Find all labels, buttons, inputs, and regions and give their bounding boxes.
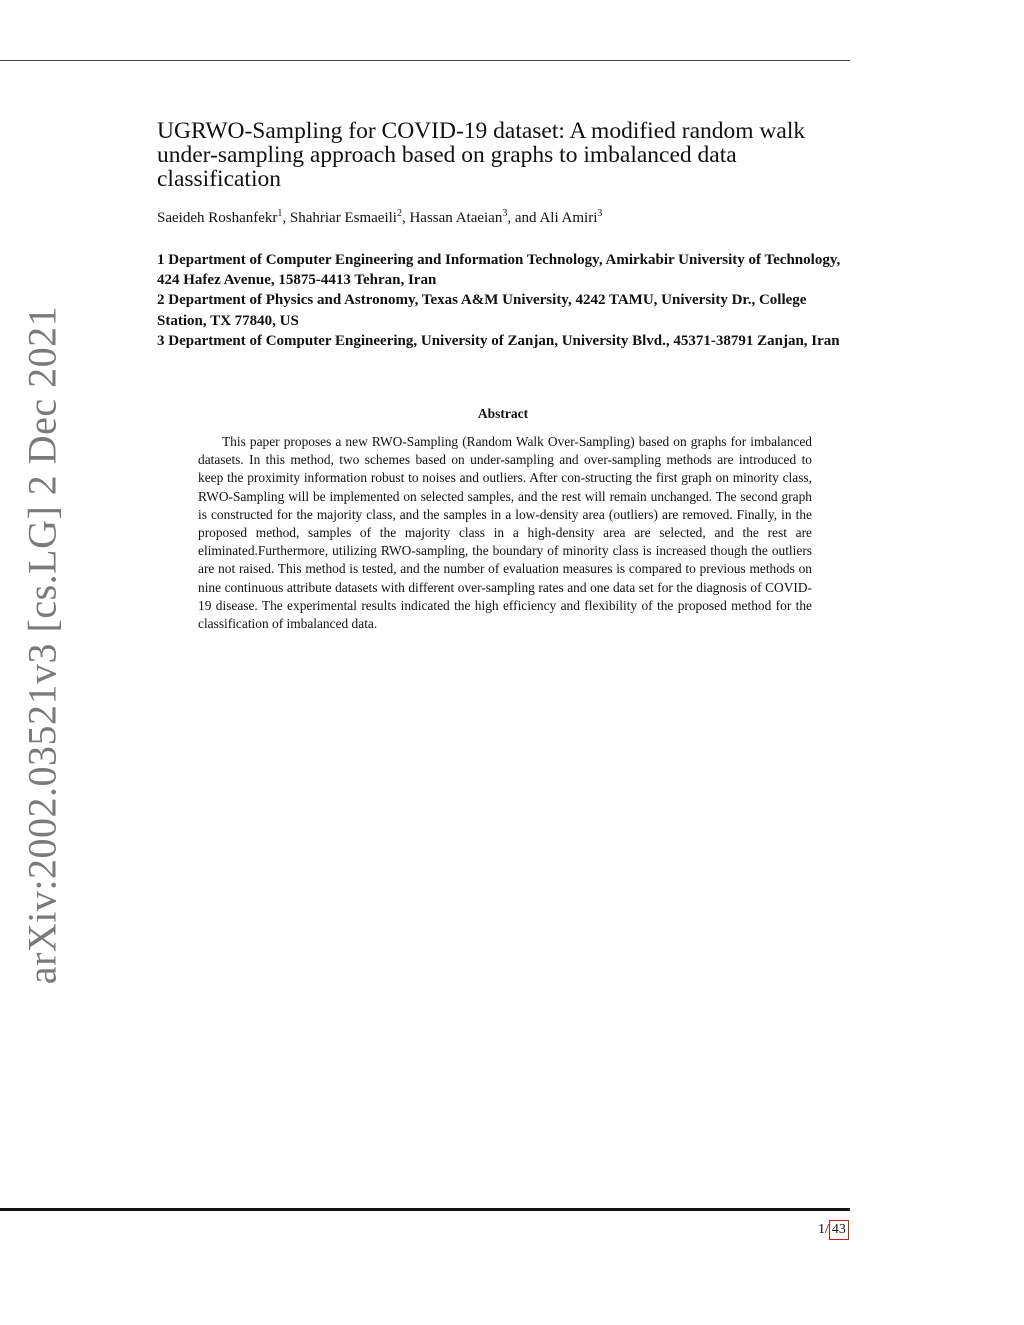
affiliation-3: 3 Department of Computer Engineering, University of Zanjan, University Blvd., 45371-38791 Zanjan, Iran	[157, 332, 840, 349]
header-rule	[0, 60, 850, 61]
page-number	[818, 1220, 849, 1240]
paper-title: UGRWO-Sampling for COVID-19 dataset: A modified random walk under-sampling approach based on graphs to imbalanced data classification	[157, 118, 806, 192]
author-affiliation-mark: 3	[502, 208, 508, 219]
author-separator: , and	[507, 210, 540, 226]
affiliation-2: 2 Department of Physics and Astronomy, Texas A&M University, 4242 TAMU, University Dr., College Station, TX 77840, US	[157, 292, 807, 329]
footer-rule	[0, 1208, 850, 1211]
page-total-link[interactable]: 43	[829, 1220, 849, 1240]
arxiv-identifier-stamp: arXiv:2002.03521v3 [cs.LG] 2 Dec 2021	[19, 305, 65, 985]
author-affiliation-mark: 3	[597, 208, 603, 219]
page-separator: /	[825, 1222, 829, 1237]
author-name: Ali Amiri	[539, 210, 598, 226]
abstract-heading: Abstract	[477, 406, 529, 421]
affiliation-1: 1 Department of Computer Engineering and Information Technology, Amirkabir University of Technology, 424 Hafez Avenue, 15875-4413 Tehran, Iran	[157, 252, 841, 289]
author-name: Hassan Ataeian	[409, 210, 503, 226]
author-affiliation-mark: 1	[277, 208, 283, 219]
affiliation-list	[157, 250, 847, 351]
author-separator: ,	[282, 210, 290, 226]
author-list	[157, 208, 847, 228]
author-affiliation-mark: 2	[396, 208, 402, 219]
author-name: Saeideh Roshanfekr	[157, 210, 278, 226]
author-name: Shahriar Esmaeili	[289, 210, 397, 226]
author-separator: ,	[401, 210, 410, 226]
page-current: 1	[818, 1222, 825, 1237]
abstract-body: This paper proposes a new RWO-Sampling (Random Walk Over-Sampling) based on graphs for imbalanced datasets. In this method, two schemes based on under-sampling and over-sampling methods are introduced to keep the proximity information robust to noises and outliers. After con-structing the first graph on minority class, RWO-Sampling will be implemented on selected samples, and the rest will remain unchanged. The second graph is constructed for the majority class, and the samples in a low-density area (outliers) are removed. Finally, in the proposed method, samples of the majority class in a high-density area are selected, and the rest are eliminated.Furthermore, utilizing RWO-sampling, the boundary of minority class is increased though the outliers are not raised. This method is tested, and the number of evaluation measures is compared to previous methods on nine continuous attribute datasets with different over-sampling rates and one data set for the diagnosis of COVID-19 disease. The experimental results indicated the high efficiency and flexibility of the proposed method for the classification of imbalanced data.	[198, 434, 812, 632]
